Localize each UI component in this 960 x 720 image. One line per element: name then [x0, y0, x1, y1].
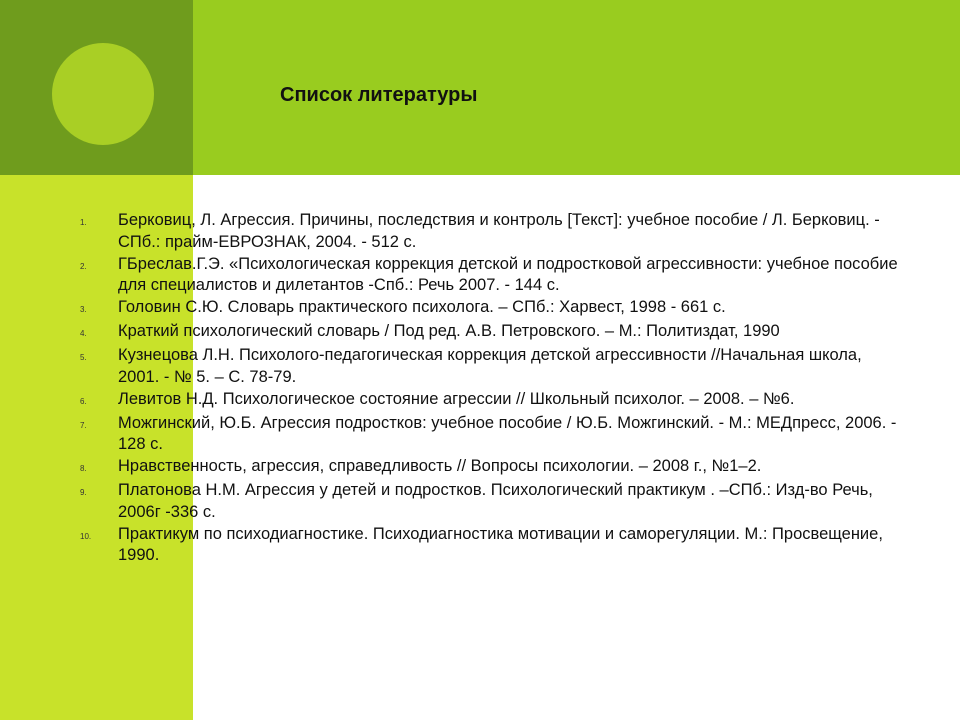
reference-text: ГБреслав.Г.Э. «Психологическая коррекция детской и подростковой агрессивности: учебное пособие для специалистов и дилетантов -Спб.: Речь 2007. - 144 с. [118, 254, 898, 294]
slide-title: Список литературы [280, 84, 478, 106]
list-item [80, 413, 900, 456]
list-item [80, 524, 900, 567]
reference-text: Кузнецова Л.Н. Психолого-педагогическая коррекция детской агрессивности //Начальная школа, 2001. - № 5. – С. 78-79. [118, 346, 862, 386]
reference-text: Нравственность, агрессия, справедливость // Вопросы психологии. – 2008 г., №1–2. [118, 457, 762, 475]
list-item [80, 345, 900, 388]
reference-text: Практикум по психодиагностике. Психодиагностика мотивации и саморегуляции. М.: Просвещение, 1990. [118, 524, 883, 564]
list-number: 10. [80, 531, 92, 541]
reference-text: Краткий психологический словарь / Под ред. А.В. Петровского. – М.: Политиздат, 1990 [118, 322, 780, 340]
list-item [80, 480, 900, 523]
list-number: 1. [80, 218, 87, 227]
list-number: 8. [80, 464, 87, 473]
decorative-circle [52, 43, 154, 145]
list-item [80, 456, 900, 480]
reference-text: Платонова Н.М. Агрессия у детей и подростков. Психологический практикум . –СПб.: Изд-во Речь, 2006г -336 с. [118, 481, 873, 521]
list-number: 4. [80, 329, 87, 338]
list-item [80, 321, 900, 345]
list-number: 9. [80, 488, 87, 497]
reference-list [80, 210, 900, 567]
list-item [80, 210, 900, 253]
list-number: 5. [80, 353, 87, 362]
list-item [80, 297, 900, 321]
list-item [80, 254, 900, 297]
reference-text: Берковиц, Л. Агрессия. Причины, последствия и контроль [Текст]: учебное пособие / Л. Берковиц. - СПб.: прайм-ЕВРОЗНАК, 2004. - 512 с. [118, 211, 880, 251]
list-number: 6. [80, 396, 87, 406]
list-number: 3. [80, 305, 87, 314]
reference-text: Левитов Н.Д. Психологическое состояние агрессии // Школьный психолог. – 2008. – №6. [118, 389, 795, 408]
list-number: 2. [80, 261, 87, 271]
reference-text: Можгинский, Ю.Б. Агрессия подростков: учебное пособие / Ю.Б. Можгинский. - М.: МЕДпресс, 2006. - 128 с. [118, 413, 897, 453]
list-number: 7. [80, 420, 87, 430]
list-item [80, 389, 900, 413]
reference-text: Головин С.Ю. Словарь практического психолога. – СПб.: Харвест, 1998 - 661 с. [118, 298, 726, 316]
